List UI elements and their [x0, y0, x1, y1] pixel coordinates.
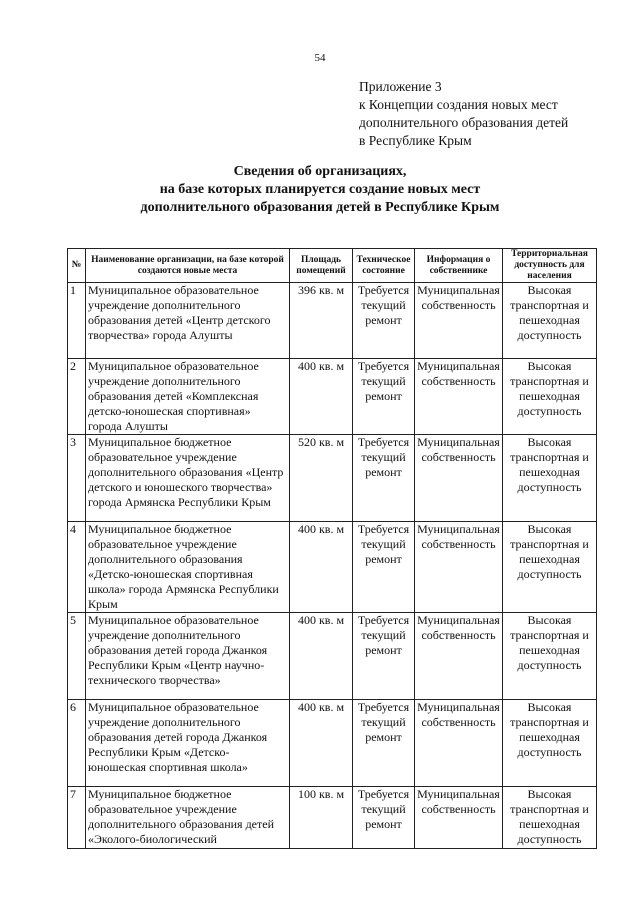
organizations-table	[67, 248, 597, 849]
page-number: 54	[314, 52, 326, 64]
header-number: №	[68, 249, 86, 283]
table-row	[68, 283, 597, 359]
cell-name: Муниципальное бюджетное образовательное учреждение дополнительного образования детей «Эколого-биологический	[86, 787, 290, 849]
cell-name: Муниципальное образовательное учреждение дополнительного образования детей «Комплексная детско-юношеская спортивная» города Алушты	[86, 359, 290, 435]
title-line: Сведения об организациях,	[233, 164, 407, 179]
cell-owner: Муниципальная собственность	[415, 613, 503, 700]
cell-number: 2	[68, 359, 86, 435]
cell-condition: Требуется текущий ремонт	[353, 787, 415, 849]
cell-condition: Требуется текущий ремонт	[353, 283, 415, 359]
cell-area: 396 кв. м	[290, 283, 353, 359]
table-row	[68, 522, 597, 613]
cell-name: Муниципальное образовательное учреждение дополнительного образования детей «Центр детского творчества» города Алушты	[86, 283, 290, 359]
header-area: Площадь помещений	[290, 249, 353, 283]
cell-condition: Требуется текущий ремонт	[353, 700, 415, 787]
cell-area: 100 кв. м	[290, 787, 353, 849]
cell-number: 1	[68, 283, 86, 359]
cell-name: Муниципальное бюджетное образовательное учреждение дополнительного образования «Центр детского и юношеского творчества» города Армянска Республики Крым	[86, 435, 290, 522]
cell-access: Высокая транспортная и пешеходная доступность	[503, 283, 597, 359]
cell-condition: Требуется текущий ремонт	[353, 435, 415, 522]
cell-number: 7	[68, 787, 86, 849]
table-row	[68, 435, 597, 522]
appendix-line: к Концепции создания новых мест	[359, 97, 558, 112]
title-line: дополнительного образования детей в Республике Крым	[140, 200, 500, 215]
table-row	[68, 787, 597, 849]
cell-condition: Требуется текущий ремонт	[353, 613, 415, 700]
cell-access: Высокая транспортная и пешеходная доступность	[503, 435, 597, 522]
header-name: Наименование организации, на базе которой создаются новые места	[86, 249, 290, 283]
header-owner: Информация о собственнике	[415, 249, 503, 283]
cell-number: 6	[68, 700, 86, 787]
table-row	[68, 359, 597, 435]
cell-owner: Муниципальная собственность	[415, 787, 503, 849]
cell-access: Высокая транспортная и пешеходная доступность	[503, 522, 597, 613]
cell-area: 520 кв. м	[290, 435, 353, 522]
header-access: Территориальная доступность для населения	[503, 249, 597, 283]
table-row	[68, 700, 597, 787]
cell-condition: Требуется текущий ремонт	[353, 359, 415, 435]
table-header-row	[68, 249, 597, 283]
cell-area: 400 кв. м	[290, 522, 353, 613]
cell-area: 400 кв. м	[290, 613, 353, 700]
cell-name: Муниципальное образовательное учреждение дополнительного образования детей города Джанкоя Республики Крым «Центр научно-технического творчества»	[86, 613, 290, 700]
cell-number: 5	[68, 613, 86, 700]
header-condition: Техническое состояние	[353, 249, 415, 283]
appendix-line: в Республике Крым	[359, 133, 472, 148]
cell-condition: Требуется текущий ремонт	[353, 522, 415, 613]
cell-owner: Муниципальная собственность	[415, 359, 503, 435]
cell-area: 400 кв. м	[290, 359, 353, 435]
title-line: на базе которых планируется создание новых мест	[159, 182, 481, 197]
appendix-line: Приложение 3	[359, 79, 442, 94]
cell-number: 3	[68, 435, 86, 522]
cell-access: Высокая транспортная и пешеходная доступность	[503, 613, 597, 700]
cell-access: Высокая транспортная и пешеходная доступность	[503, 700, 597, 787]
cell-name: Муниципальное бюджетное образовательное учреждение дополнительного образования «Детско-юношеская спортивная школа» города Армянска Республики Крым	[86, 522, 290, 613]
cell-owner: Муниципальная собственность	[415, 283, 503, 359]
document-title	[0, 163, 640, 217]
cell-area: 400 кв. м	[290, 700, 353, 787]
cell-access: Высокая транспортная и пешеходная доступность	[503, 787, 597, 849]
table-row	[68, 613, 597, 700]
cell-owner: Муниципальная собственность	[415, 522, 503, 613]
appendix-block	[359, 78, 609, 150]
cell-owner: Муниципальная собственность	[415, 435, 503, 522]
cell-access: Высокая транспортная и пешеходная доступность	[503, 359, 597, 435]
cell-number: 4	[68, 522, 86, 613]
cell-name: Муниципальное образовательное учреждение дополнительного образования детей города Джанкоя Республики Крым «Детско-юношеская спортивная школа»	[86, 700, 290, 787]
cell-owner: Муниципальная собственность	[415, 700, 503, 787]
appendix-line: дополнительного образования детей	[359, 115, 569, 130]
